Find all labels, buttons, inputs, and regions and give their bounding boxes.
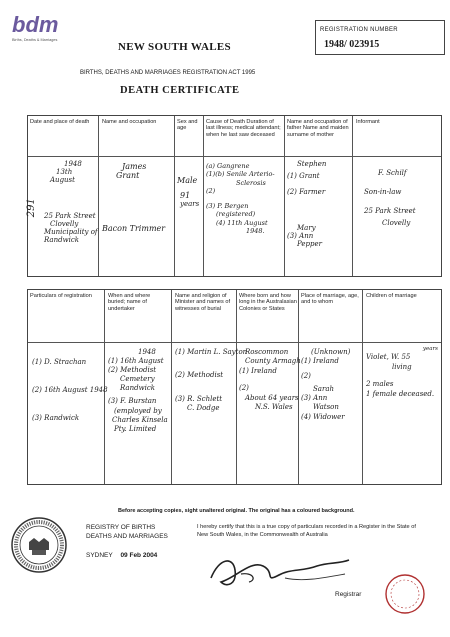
registry-seal	[10, 516, 68, 574]
cause-line: 1948.	[246, 227, 265, 236]
mother-name: Mary	[297, 224, 316, 232]
certificate-title: DEATH CERTIFICATE	[120, 85, 240, 96]
deceased-age	[180, 191, 199, 208]
header-birth: Where born and how long in the Australasian Colonies or States	[239, 293, 297, 312]
father-surname: (1) Grant	[287, 172, 320, 181]
children-details	[366, 346, 438, 399]
bdm-logo-caption: Births, Deaths & Marriages	[12, 38, 58, 42]
children-line: Violet, W. 55	[366, 353, 411, 362]
burial-line: Cemetery	[120, 375, 155, 384]
cause-line: (2)	[206, 187, 216, 196]
death-day: 13th	[56, 168, 73, 177]
registration-date: (2) 16th August 1948	[32, 385, 108, 394]
header-name-occupation: Name and occupation	[102, 119, 157, 125]
registrar-name: (1) D. Strachan	[32, 358, 87, 366]
informant-relation: Son-in-law	[364, 188, 402, 197]
spouse-name: Sarah	[313, 385, 334, 394]
header-date-place: Date and place of death	[30, 119, 90, 125]
cause-of-death	[206, 162, 275, 236]
marriage-line: (2)	[301, 372, 311, 381]
registry-line: REGISTRY OF BIRTHS	[86, 524, 156, 531]
mother-maiden-name: Pepper	[297, 240, 322, 249]
registrar-label: Registrar	[335, 591, 362, 598]
deceased-name	[116, 162, 147, 181]
informant-details	[364, 168, 416, 229]
header-children: Children of marriage	[366, 293, 417, 299]
burial-line: (2) Methodist	[108, 366, 157, 375]
bdm-logo-mark: bdm	[12, 12, 59, 37]
children-line: years	[422, 346, 438, 352]
marriage-details	[301, 348, 350, 422]
issue-city: SYDNEY	[86, 552, 113, 559]
death-details-table	[27, 115, 442, 277]
deceased-occupation: Bacon Trimmer	[102, 224, 166, 233]
header-cause: Cause of Death Duration of last illness; medical attendant; when he last saw deceased	[206, 119, 281, 138]
header-marriage: Place of marriage, age, and to whom	[301, 293, 359, 306]
state-title: NEW SOUTH WALES	[118, 41, 231, 53]
mother-name: (3) Ann	[287, 232, 314, 241]
registry-hologram-stamp	[383, 572, 427, 616]
father-details	[287, 160, 326, 196]
header-burial: When and where buried; name of undertaker	[108, 293, 151, 312]
birthplace-line: County Armagh	[245, 357, 301, 366]
given-name: James	[122, 162, 147, 171]
minister-name: (1) Martin L. Sayton	[175, 348, 248, 356]
birthplace-line: (1) Ireland	[239, 366, 277, 375]
original-notice: Before accepting copies, sight unaltered original. The original has a coloured background.	[118, 508, 355, 514]
burial-line: 1948	[138, 348, 156, 356]
bdm-logo	[12, 12, 58, 50]
registry-name	[86, 523, 168, 541]
death-date	[50, 160, 82, 184]
surname: Grant	[116, 171, 140, 181]
burial-details	[108, 348, 168, 434]
registration-number: 1948/ 023915	[324, 39, 380, 50]
father-occupation: (2) Farmer	[287, 188, 326, 197]
cause-line: Sclerosis	[236, 178, 266, 187]
spouse-name: (3) Ann	[301, 394, 328, 403]
place-line: 25 Park Street	[44, 212, 96, 220]
entry-row-number: 291	[25, 198, 37, 218]
birthplace-details	[239, 348, 301, 413]
header-sex-age: Sex and age	[177, 119, 198, 132]
issue-place-date	[86, 552, 157, 559]
death-year: 1948	[64, 160, 82, 168]
burial-line: Randwick	[120, 384, 155, 393]
birthplace-line: Roscommon	[245, 348, 289, 356]
residence-place: N.S. Wales	[255, 403, 293, 412]
registrar-signature	[205, 548, 355, 597]
witness-name: (3) R. Schlett	[175, 394, 223, 403]
place-line: Municipality of	[44, 228, 98, 237]
cause-line: (a) Gangrene	[206, 162, 250, 170]
age-unit: years	[180, 200, 200, 209]
mother-details	[287, 224, 322, 248]
informant-address: 25 Park Street	[364, 207, 416, 216]
death-place	[44, 212, 98, 244]
burial-line: (3) F. Burstan	[108, 397, 157, 406]
header-parents: Name and occupation of father Name and maiden surname of mother	[287, 119, 349, 138]
registry-line: DEATHS AND MARRIAGES	[86, 533, 168, 541]
spouse-name: Watson	[313, 403, 339, 412]
burial-line: Charles Kinsela	[112, 415, 168, 424]
minister-details	[175, 348, 247, 414]
age-value: 91	[180, 191, 191, 200]
header-religion: Name and religion of Minister and names of witnesses of burial	[175, 293, 231, 312]
registration-district: (3) Randwick	[32, 413, 80, 422]
children-line: 1 female deceased.	[366, 389, 435, 398]
place-line: Clovelly	[50, 220, 79, 229]
registration-particulars	[32, 358, 108, 423]
children-line: living	[392, 362, 412, 371]
act-title: BIRTHS, DEATHS AND MARRIAGES REGISTRATION ACT 1995	[80, 70, 256, 76]
certification-text: I hereby certify that this is a true copy of particulars recorded in a Register in the State of New South Wales, in the Commonwealth of Australia	[197, 524, 416, 539]
informant-address: Clovelly	[382, 218, 411, 227]
burial-line: Pty. Limited	[114, 424, 157, 433]
deceased-sex: Male	[177, 176, 198, 185]
cause-line: (registered)	[216, 210, 256, 219]
minister-religion: (2) Methodist	[175, 371, 224, 380]
burial-line: (employed by	[114, 406, 162, 415]
witness-name: C. Dodge	[187, 404, 220, 413]
cause-line: (3) P. Bergen	[206, 201, 249, 210]
residence-duration: About 64 years	[245, 393, 299, 402]
place-line: Randwick	[44, 236, 79, 245]
informant-name: F. Schilf	[378, 169, 407, 177]
marital-status: (4) Widower	[301, 412, 345, 421]
birthplace-line: (2)	[239, 384, 249, 393]
burial-details-table	[27, 289, 442, 485]
header-particulars: Particulars of registration	[30, 293, 92, 299]
father-name: Stephen	[297, 160, 327, 168]
registration-box	[315, 20, 445, 55]
burial-line: (1) 16th August	[108, 357, 164, 366]
cause-line: (4) 11th August	[216, 218, 268, 227]
header-informant: Informant	[356, 119, 380, 125]
issue-date: 09 Feb 2004	[120, 552, 158, 559]
registration-label: REGISTRATION NUMBER	[320, 27, 398, 33]
marriage-line: (Unknown)	[311, 348, 351, 356]
children-line: 2 males	[366, 380, 394, 389]
marriage-place: (1) Ireland	[301, 357, 339, 366]
cause-line: (1)(b) Senile Arterio-	[206, 170, 275, 179]
death-month: August	[50, 176, 75, 185]
